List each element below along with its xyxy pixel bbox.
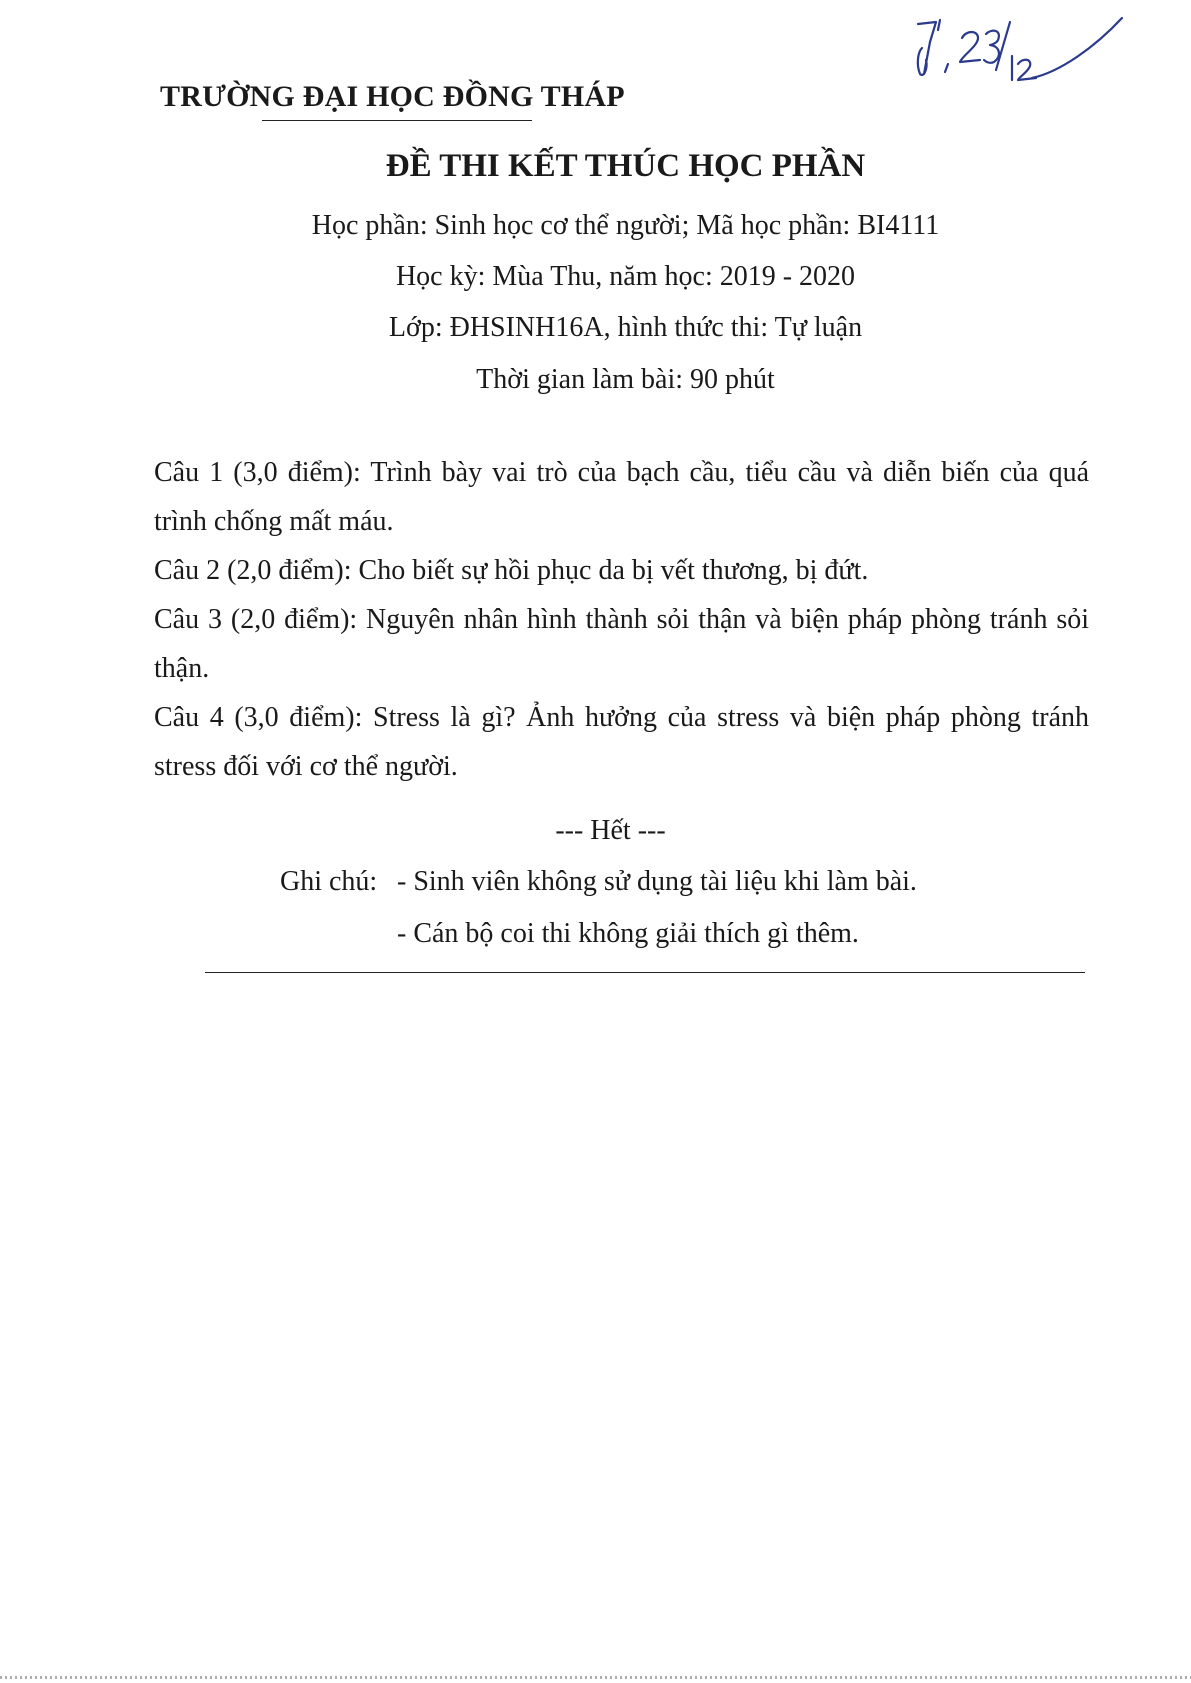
school-underline (262, 120, 532, 121)
note-item: - Cán bộ coi thi không giải thích gì thêm. (397, 918, 859, 949)
class-info: Lớp: ĐHSINH16A, hình thức thi: Tự luận (388, 312, 863, 343)
question-2: Câu 2 (2,0 điểm): Cho biết sự hồi phục da bị vết thương, bị đứt. (154, 555, 869, 586)
question-4: Câu 4 (3,0 điểm): Stress là gì? Ảnh hưởng của stress và biện pháp phòng tránh stress đối với cơ thể người. (154, 702, 1089, 782)
duration-info: Thời gian làm bài: 90 phút (476, 364, 775, 395)
bottom-divider (205, 972, 1085, 973)
school-name: TRƯỜNG ĐẠI HỌC ĐỒNG THÁP (160, 80, 625, 113)
note-label: Ghi chú: (280, 866, 378, 897)
note-item: - Sinh viên không sử dụng tài liệu khi làm bài. (397, 866, 917, 897)
scan-edge-artifact (0, 1676, 1191, 1679)
exam-title: ĐỀ THI KẾT THÚC HỌC PHẦN (385, 148, 866, 184)
course-info: Học phần: Sinh học cơ thể người; Mã học phần: BI4111 (311, 210, 940, 241)
question-3: Câu 3 (2,0 điểm): Nguyên nhân hình thành sỏi thận và biện pháp phòng tránh sỏi thận. (154, 604, 1089, 684)
handwritten-annotation (900, 12, 1130, 92)
question-list (154, 448, 1089, 791)
semester-info: Học kỳ: Mùa Thu, năm học: 2019 - 2020 (395, 261, 856, 292)
question-1: Câu 1 (3,0 điểm): Trình bày vai trò của bạch cầu, tiểu cầu và diễn biến của quá trình chống mất máu. (154, 457, 1089, 537)
end-mark: --- Hết --- (555, 815, 666, 846)
